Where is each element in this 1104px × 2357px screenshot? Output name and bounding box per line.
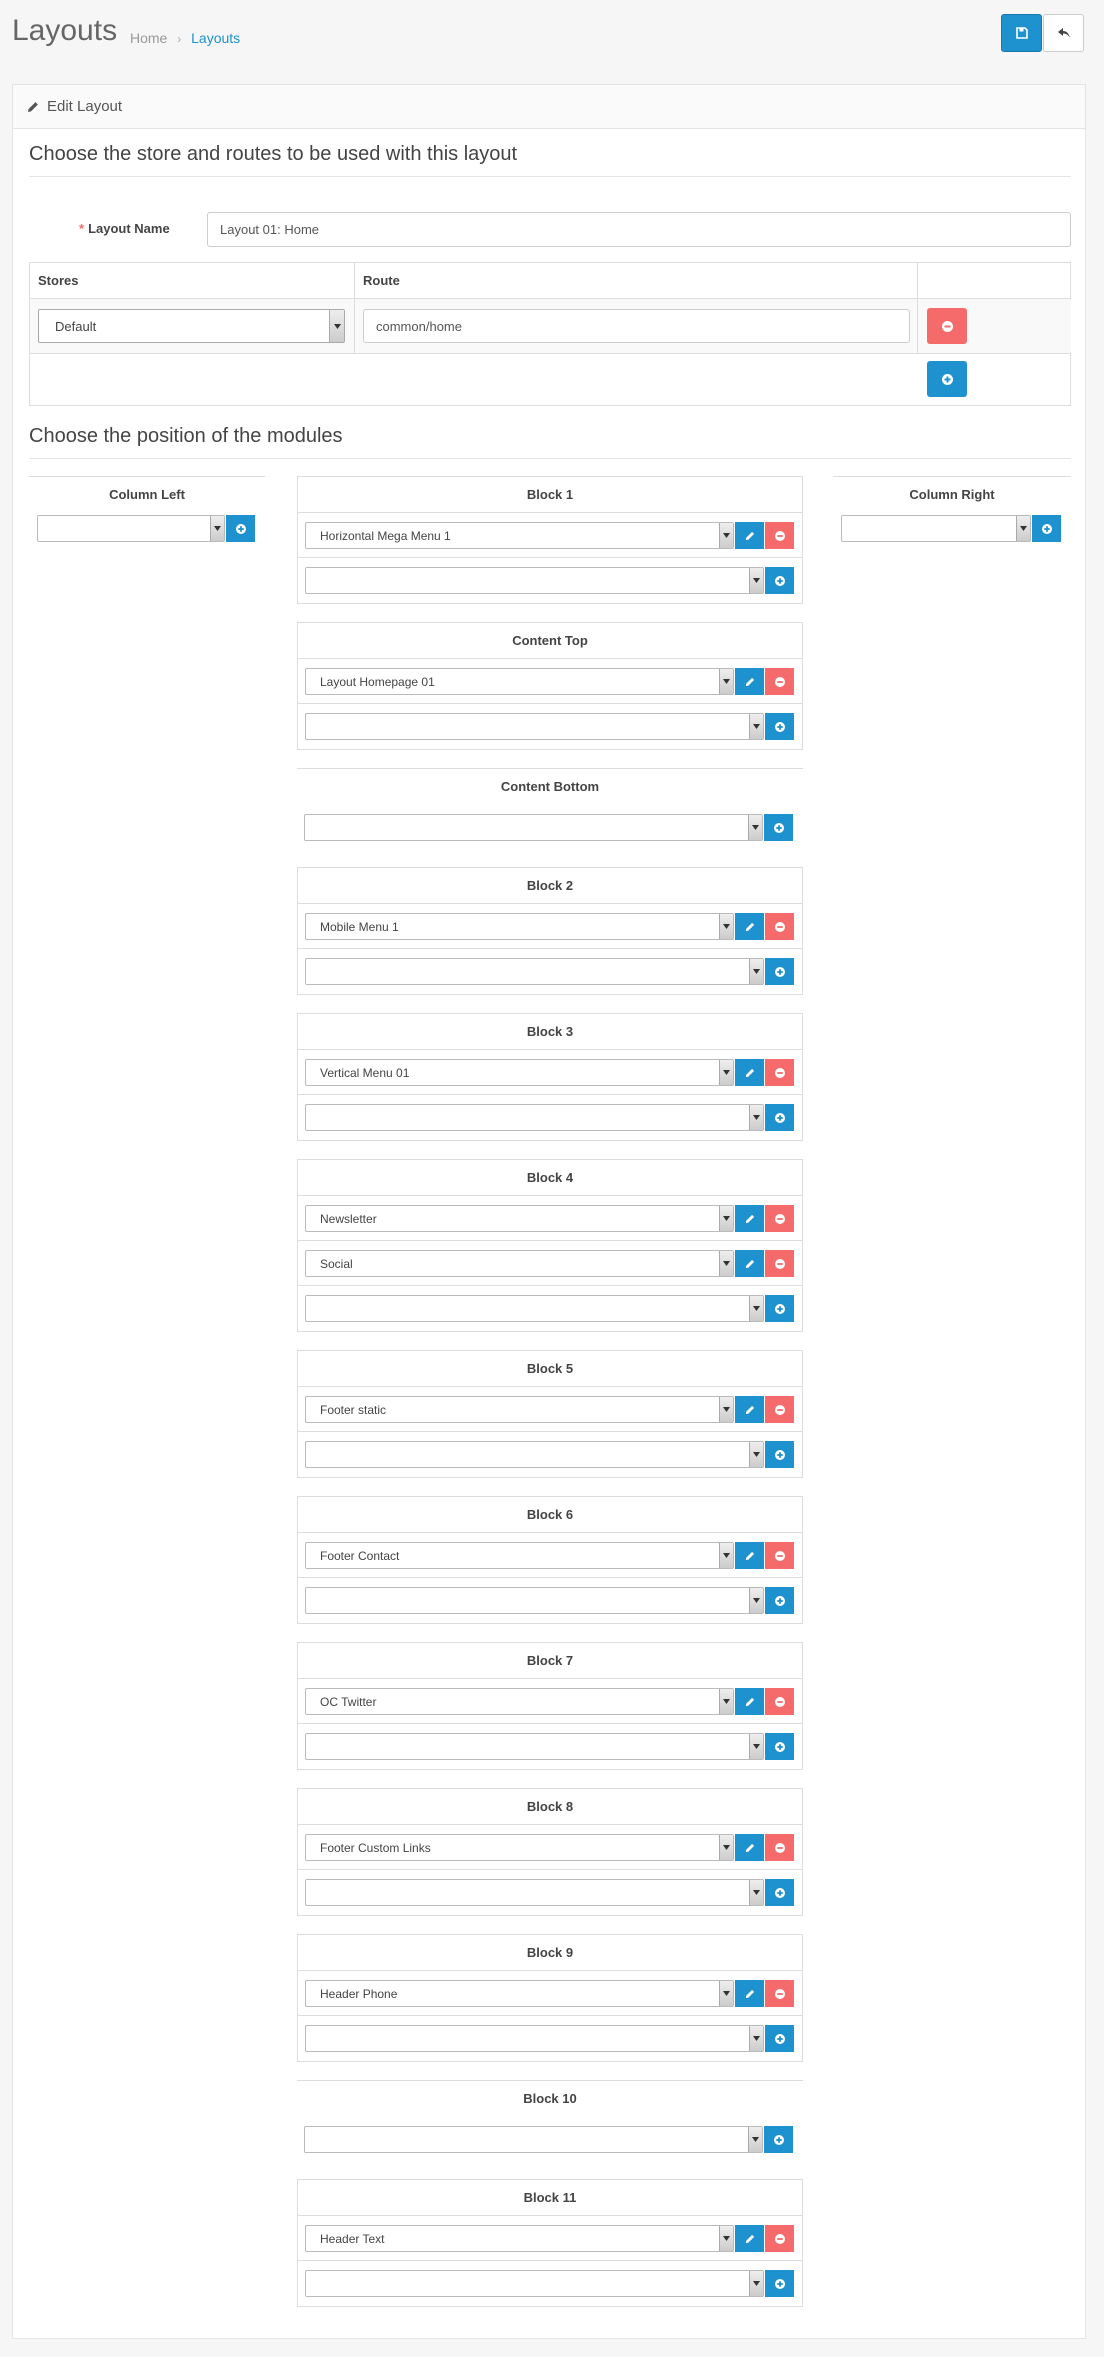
plus-circle-icon xyxy=(775,967,785,977)
plus-circle-icon xyxy=(775,722,785,732)
chevron-down-icon xyxy=(749,568,763,593)
add-module-row xyxy=(304,2126,794,2153)
back-button[interactable] xyxy=(1043,14,1084,52)
module-select[interactable] xyxy=(305,1059,734,1086)
position-title: Block 5 xyxy=(298,1351,802,1387)
breadcrumb-layouts[interactable]: Layouts xyxy=(191,30,241,46)
add-module-row xyxy=(305,1587,795,1614)
chevron-down-icon xyxy=(329,310,344,342)
pencil-icon xyxy=(745,1259,755,1269)
add-module-select[interactable] xyxy=(305,1295,764,1322)
plus-circle-icon xyxy=(775,1742,785,1752)
module-select[interactable] xyxy=(305,668,734,695)
position-block xyxy=(297,768,803,849)
pencil-icon xyxy=(745,1068,755,1078)
add-module-select[interactable] xyxy=(304,2126,763,2153)
add-module-row xyxy=(305,713,795,740)
module-select[interactable] xyxy=(305,1834,734,1861)
module-row xyxy=(305,1059,795,1086)
chevron-down-icon xyxy=(719,1543,733,1568)
position-title: Content Bottom xyxy=(500,779,600,794)
add-module-row xyxy=(305,958,795,985)
row-divider xyxy=(298,1240,802,1241)
store-section-legend: Choose the store and routes to be used with this layout xyxy=(29,143,1071,177)
module-select-value: Newsletter xyxy=(320,1211,377,1226)
row-divider xyxy=(298,2015,802,2016)
add-module-button[interactable] xyxy=(765,2025,794,2052)
save-button[interactable] xyxy=(1001,14,1042,52)
chevron-down-icon xyxy=(1016,516,1030,541)
edit-module-button[interactable] xyxy=(735,522,764,549)
remove-module-button[interactable] xyxy=(765,668,794,695)
row-divider xyxy=(298,1869,802,1870)
row-divider xyxy=(298,1723,802,1724)
module-select-value: Layout Homepage 01 xyxy=(320,674,435,689)
position-block xyxy=(297,867,803,995)
module-select[interactable] xyxy=(305,1980,734,2007)
pencil-icon xyxy=(745,922,755,932)
row-divider xyxy=(298,703,802,704)
add-module-button[interactable] xyxy=(765,567,794,594)
add-module-select[interactable] xyxy=(305,1587,764,1614)
position-block xyxy=(297,1496,803,1624)
edit-module-button[interactable] xyxy=(735,1980,764,2007)
chevron-down-icon xyxy=(749,1105,763,1130)
position-title: Block 7 xyxy=(298,1643,802,1679)
column-left-title: Column Left xyxy=(109,487,185,502)
chevron-down-icon xyxy=(748,2127,762,2152)
chevron-down-icon xyxy=(749,2026,763,2051)
plus-circle-icon xyxy=(775,2034,785,2044)
position-title: Block 2 xyxy=(298,868,802,904)
column-left-module-select[interactable] xyxy=(37,515,225,542)
add-route-button[interactable] xyxy=(927,361,967,397)
module-row xyxy=(305,668,795,695)
chevron-down-icon xyxy=(749,1442,763,1467)
chevron-down-icon xyxy=(719,1397,733,1422)
remove-route-button[interactable] xyxy=(927,308,967,344)
chevron-down-icon xyxy=(749,1588,763,1613)
save-icon xyxy=(1016,27,1028,39)
plus-circle-icon xyxy=(775,1304,785,1314)
add-module-button[interactable] xyxy=(765,1733,794,1760)
pencil-icon xyxy=(745,1551,755,1561)
module-select-value: Footer static xyxy=(320,1402,387,1417)
position-block xyxy=(297,476,803,604)
edit-module-button[interactable] xyxy=(735,1688,764,1715)
remove-module-button[interactable] xyxy=(765,1396,794,1423)
add-module-button[interactable] xyxy=(764,2126,793,2153)
module-select-value: Header Text xyxy=(320,2231,385,2246)
column-right-add-row xyxy=(841,515,1063,542)
minus-circle-icon xyxy=(775,531,785,541)
module-select[interactable] xyxy=(305,1542,734,1569)
position-block xyxy=(297,2179,803,2307)
add-module-row xyxy=(305,1441,795,1468)
row-divider xyxy=(298,2260,802,2261)
chevron-down-icon xyxy=(749,959,763,984)
plus-circle-icon xyxy=(775,2279,785,2289)
remove-module-button[interactable] xyxy=(765,913,794,940)
module-select-value: Horizontal Mega Menu 1 xyxy=(320,528,451,543)
module-row xyxy=(305,1688,795,1715)
add-module-row xyxy=(305,567,795,594)
column-left-add-row xyxy=(37,515,257,542)
action-header xyxy=(918,263,1071,299)
column-right xyxy=(833,476,1071,502)
add-module-select[interactable] xyxy=(305,1879,764,1906)
route-header: Route xyxy=(355,263,918,299)
module-select[interactable] xyxy=(305,2225,734,2252)
chevron-down-icon xyxy=(748,815,762,840)
edit-module-button[interactable] xyxy=(735,1396,764,1423)
chevron-down-icon xyxy=(719,1251,733,1276)
minus-circle-icon xyxy=(775,1214,785,1224)
module-select-value: Footer Contact xyxy=(320,1548,400,1563)
row-divider xyxy=(298,948,802,949)
stores-header: Stores xyxy=(30,263,355,299)
position-block xyxy=(297,1642,803,1770)
layout-name-input[interactable]: Layout 01: Home xyxy=(207,212,1071,247)
panel-heading xyxy=(13,85,1085,129)
remove-module-button[interactable] xyxy=(765,1980,794,2007)
chevron-down-icon xyxy=(719,669,733,694)
edit-module-button[interactable] xyxy=(735,1059,764,1086)
position-block xyxy=(297,1934,803,2062)
minus-circle-icon xyxy=(775,1551,785,1561)
chevron-down-icon xyxy=(719,523,733,548)
remove-module-button[interactable] xyxy=(765,1542,794,1569)
position-title: Content Top xyxy=(298,623,802,659)
store-route-table xyxy=(29,262,1071,406)
add-module-button[interactable] xyxy=(765,1104,794,1131)
position-title: Block 6 xyxy=(298,1497,802,1533)
module-select[interactable] xyxy=(305,913,734,940)
position-title: Block 11 xyxy=(298,2180,802,2216)
breadcrumb xyxy=(130,30,240,46)
position-block xyxy=(297,1350,803,1478)
module-select[interactable] xyxy=(305,522,734,549)
chevron-down-icon xyxy=(749,1880,763,1905)
minus-circle-icon xyxy=(775,1405,785,1415)
add-module-select[interactable] xyxy=(305,567,764,594)
module-select-value: Mobile Menu 1 xyxy=(320,919,399,934)
edit-module-button[interactable] xyxy=(735,1205,764,1232)
plus-circle-icon xyxy=(1042,524,1052,534)
remove-module-button[interactable] xyxy=(765,522,794,549)
edit-module-button[interactable] xyxy=(735,1250,764,1277)
plus-circle-icon xyxy=(775,1596,785,1606)
module-select-value: OC Twitter xyxy=(320,1694,377,1709)
edit-module-button[interactable] xyxy=(735,668,764,695)
add-module-button[interactable] xyxy=(764,814,793,841)
plus-circle-icon xyxy=(942,374,953,385)
position-title: Block 9 xyxy=(298,1935,802,1971)
edit-module-button[interactable] xyxy=(735,913,764,940)
module-row xyxy=(305,2225,795,2252)
column-right-title: Column Right xyxy=(909,487,995,502)
pencil-icon xyxy=(27,101,39,113)
module-row xyxy=(305,1396,795,1423)
module-select-value: Vertical Menu 01 xyxy=(320,1065,410,1080)
edit-module-button[interactable] xyxy=(735,1834,764,1861)
minus-circle-icon xyxy=(775,922,785,932)
chevron-down-icon xyxy=(749,1734,763,1759)
module-select[interactable] xyxy=(305,1250,734,1277)
column-right-module-select[interactable] xyxy=(841,515,1031,542)
position-title: Block 3 xyxy=(298,1014,802,1050)
add-module-button[interactable] xyxy=(765,1587,794,1614)
chevron-down-icon xyxy=(719,1206,733,1231)
add-module-select[interactable] xyxy=(304,814,763,841)
column-right-add-button[interactable] xyxy=(1032,515,1061,542)
add-module-select[interactable] xyxy=(305,2025,764,2052)
position-block xyxy=(297,622,803,750)
minus-circle-icon xyxy=(942,321,953,332)
remove-module-button[interactable] xyxy=(765,2225,794,2252)
module-row xyxy=(305,522,795,549)
column-left xyxy=(29,476,265,502)
chevron-down-icon xyxy=(719,1981,733,2006)
add-module-select[interactable] xyxy=(305,2270,764,2297)
add-module-row xyxy=(305,2270,795,2297)
minus-circle-icon xyxy=(775,1259,785,1269)
module-row xyxy=(305,1542,795,1569)
panel-heading-text: Edit Layout xyxy=(47,98,123,115)
add-module-select[interactable] xyxy=(305,713,764,740)
chevron-down-icon xyxy=(210,516,224,541)
add-module-select[interactable] xyxy=(305,958,764,985)
breadcrumb-separator: › xyxy=(177,32,182,46)
row-divider xyxy=(298,1577,802,1578)
pencil-icon xyxy=(745,1214,755,1224)
reply-icon xyxy=(1057,27,1071,39)
position-title: Block 8 xyxy=(298,1789,802,1825)
module-row xyxy=(305,1980,795,2007)
minus-circle-icon xyxy=(775,1697,785,1707)
route-input[interactable]: common/home xyxy=(363,309,910,343)
store-select[interactable]: Default xyxy=(38,309,345,343)
row-divider xyxy=(298,1431,802,1432)
remove-module-button[interactable] xyxy=(765,1688,794,1715)
page-header xyxy=(0,0,1104,84)
column-left-add-button[interactable] xyxy=(226,515,255,542)
pencil-icon xyxy=(745,2234,755,2244)
position-block xyxy=(297,2080,803,2161)
add-module-row xyxy=(305,1104,795,1131)
minus-circle-icon xyxy=(775,1989,785,1999)
position-block xyxy=(297,1013,803,1141)
add-module-button[interactable] xyxy=(765,2270,794,2297)
add-module-button[interactable] xyxy=(765,1295,794,1322)
module-select-value: Social xyxy=(320,1256,353,1271)
add-module-select[interactable] xyxy=(305,1733,764,1760)
edit-module-button[interactable] xyxy=(735,2225,764,2252)
row-divider xyxy=(298,1285,802,1286)
minus-circle-icon xyxy=(775,2234,785,2244)
row-divider xyxy=(298,1094,802,1095)
module-select-value: Header Phone xyxy=(320,1986,398,2001)
remove-module-button[interactable] xyxy=(765,1205,794,1232)
pencil-icon xyxy=(745,1697,755,1707)
remove-module-button[interactable] xyxy=(765,1834,794,1861)
plus-circle-icon xyxy=(775,1888,785,1898)
plus-circle-icon xyxy=(236,524,246,534)
add-module-row xyxy=(305,2025,795,2052)
pencil-icon xyxy=(745,1989,755,1999)
module-select[interactable] xyxy=(305,1688,734,1715)
chevron-down-icon xyxy=(749,1296,763,1321)
remove-module-button[interactable] xyxy=(765,1250,794,1277)
chevron-down-icon xyxy=(749,2271,763,2296)
plus-circle-icon xyxy=(775,576,785,586)
add-module-select[interactable] xyxy=(305,1441,764,1468)
position-title: Block 1 xyxy=(298,477,802,513)
module-row xyxy=(305,913,795,940)
add-module-row xyxy=(304,814,794,841)
chevron-down-icon xyxy=(719,1835,733,1860)
add-module-row xyxy=(305,1879,795,1906)
add-module-button[interactable] xyxy=(765,713,794,740)
plus-circle-icon xyxy=(775,1450,785,1460)
plus-circle-icon xyxy=(774,823,784,833)
pencil-icon xyxy=(745,677,755,687)
module-select[interactable] xyxy=(305,1396,734,1423)
module-select[interactable] xyxy=(305,1205,734,1232)
edit-layout-panel xyxy=(12,84,1086,2339)
minus-circle-icon xyxy=(775,677,785,687)
add-module-row xyxy=(305,1295,795,1322)
plus-circle-icon xyxy=(774,2135,784,2145)
minus-circle-icon xyxy=(775,1068,785,1078)
chevron-down-icon xyxy=(719,914,733,939)
edit-module-button[interactable] xyxy=(735,1542,764,1569)
add-module-button[interactable] xyxy=(765,958,794,985)
page-title: Layouts xyxy=(12,14,118,47)
chevron-down-icon xyxy=(719,1689,733,1714)
position-title: Block 10 xyxy=(523,2091,577,2106)
position-block xyxy=(297,1159,803,1332)
pencil-icon xyxy=(745,1405,755,1415)
module-row xyxy=(305,1250,795,1277)
minus-circle-icon xyxy=(775,1843,785,1853)
remove-module-button[interactable] xyxy=(765,1059,794,1086)
plus-circle-icon xyxy=(775,1113,785,1123)
add-module-row xyxy=(305,1733,795,1760)
chevron-down-icon xyxy=(749,714,763,739)
pencil-icon xyxy=(745,531,755,541)
module-select-value: Footer Custom Links xyxy=(320,1840,431,1855)
add-module-button[interactable] xyxy=(765,1879,794,1906)
layout-name-label: * Layout Name xyxy=(79,221,170,236)
module-row xyxy=(305,1205,795,1232)
add-module-button[interactable] xyxy=(765,1441,794,1468)
modules-section-legend: Choose the position of the modules xyxy=(29,425,1071,459)
chevron-down-icon xyxy=(719,2226,733,2251)
breadcrumb-home[interactable]: Home xyxy=(130,30,168,46)
row-divider xyxy=(298,557,802,558)
add-module-select[interactable] xyxy=(305,1104,764,1131)
pencil-icon xyxy=(745,1843,755,1853)
position-block xyxy=(297,1788,803,1916)
position-title: Block 4 xyxy=(298,1160,802,1196)
chevron-down-icon xyxy=(719,1060,733,1085)
module-row xyxy=(305,1834,795,1861)
